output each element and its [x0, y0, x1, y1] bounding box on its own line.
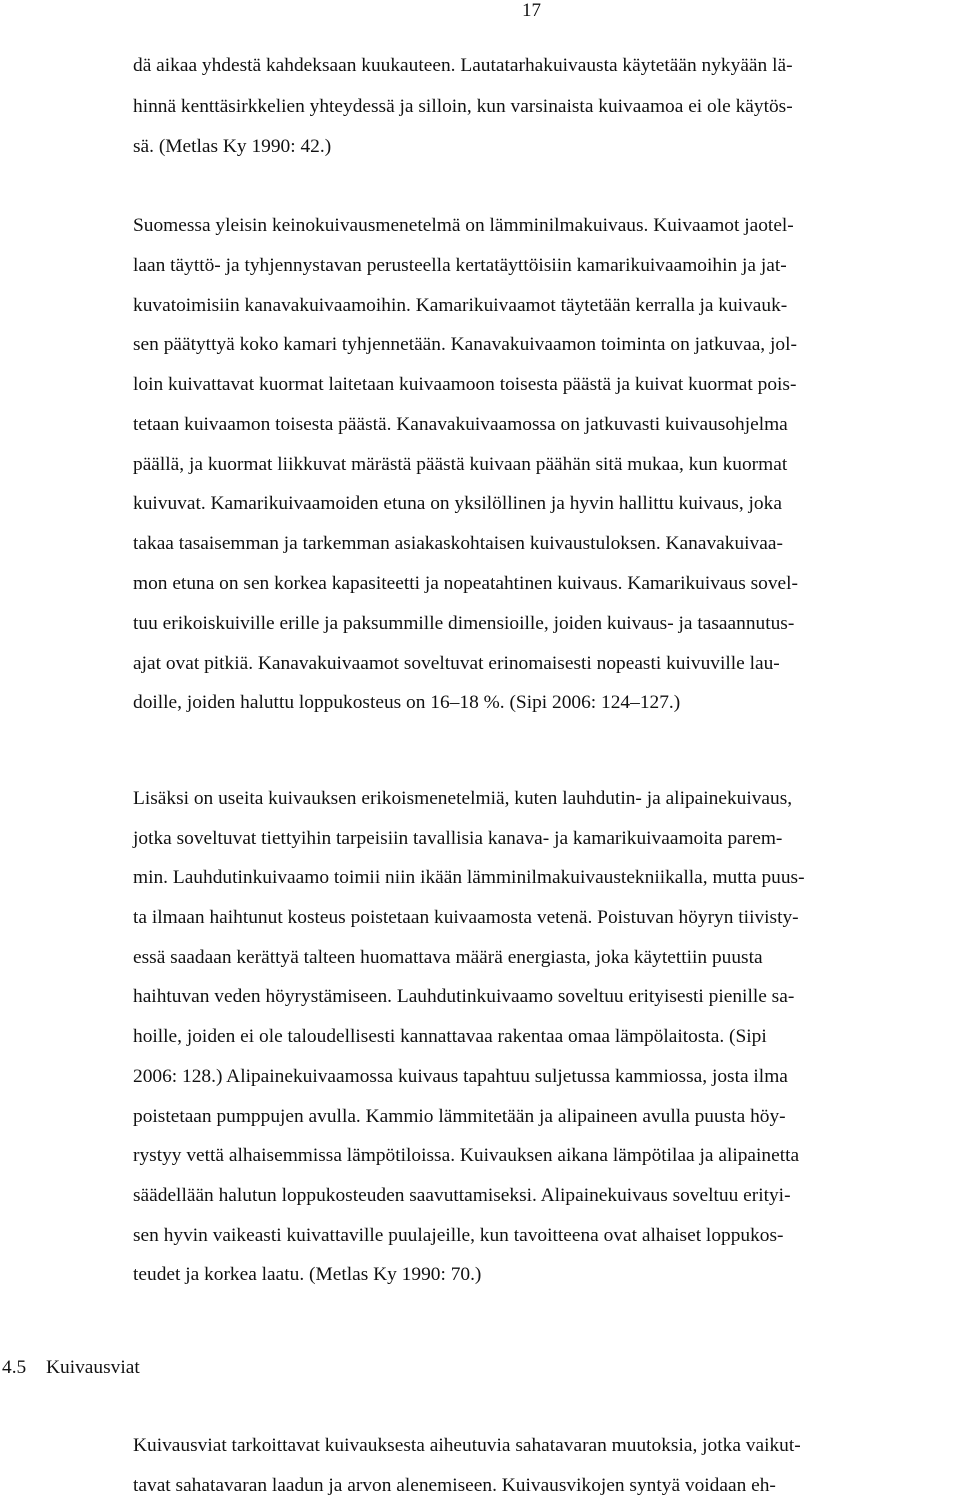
- text-line: dä aikaa yhdestä kahdeksaan kuukauteen. Lautatarhakuivausta käytetään nykyään lä-: [133, 55, 793, 76]
- text-line: haihtuvan veden höyrystämiseen. Lauhdutinkuivaamo soveltuu erityisesti pienille sa-: [133, 986, 795, 1007]
- text-line: takaa tasaisemman ja tarkemman asiakaskohtaisen kuivaustuloksen. Kanavakuivaa-: [133, 533, 783, 554]
- text-line: mon etuna on sen korkea kapasiteetti ja nopeatahtinen kuivaus. Kamarikuivaus sovel-: [133, 573, 799, 594]
- text-line: hinnä kenttäsirkkelien yhteydessä ja silloin, kun varsinaista kuivaamoa ei ole käytös-: [133, 96, 793, 117]
- text-line: hoille, joiden ei ole taloudellisesti kannattavaa rakentaa omaa lämpölaitosta. (Sipi: [133, 1026, 767, 1047]
- text-line: ajat ovat pitkiä. Kanavakuivaamot soveltuvat erinomaisesti nopeasti kuivuville lau-: [133, 653, 780, 674]
- section-number: 4.5: [2, 1357, 27, 1378]
- text-line: Kuivausviat tarkoittavat kuivauksesta aiheutuvia sahatavaran muutoksia, jotka vaikut-: [133, 1435, 801, 1456]
- section-heading: [2, 1356, 140, 1380]
- text-line: essä saadaan kerättyä talteen huomattava määrä energiasta, joka käytettiin puusta: [133, 947, 763, 968]
- text-line: tavat sahatavaran laadun ja arvon alenemiseen. Kuivausvikojen syntyä voidaan eh-: [133, 1475, 776, 1496]
- text-line: ta ilmaan haihtunut kosteus poistetaan kuivaamosta vetenä. Poistuvan höyryn tiivisty-: [133, 907, 799, 928]
- text-line: loin kuivattavat kuormat laitetaan kuivaamoon toisesta päästä ja kuivat kuormat pois-: [133, 374, 797, 395]
- text-line: sen päätyttyä koko kamari tyhjennetään. Kanavakuivaamon toiminta on jatkuvaa, jol-: [133, 334, 797, 355]
- text-line: 2006: 128.) Alipainekuivaamossa kuivaus tapahtuu suljetussa kammiossa, josta ilma: [133, 1066, 788, 1087]
- page-number: 17: [522, 0, 541, 21]
- text-line: säädellään halutun loppukosteuden saavuttamiseksi. Alipainekuivaus soveltuu erityi-: [133, 1185, 791, 1206]
- text-line: päällä, ja kuormat liikkuvat märästä päästä kuivaan päähän sitä mukaa, kun kuormat: [133, 454, 788, 475]
- text-line: min. Lauhdutinkuivaamo toimii niin ikään lämminilmakuivaustekniikalla, mutta puus-: [133, 867, 805, 888]
- text-line: Suomessa yleisin keinokuivausmenetelmä on lämminilmakuivaus. Kuivaamot jaotel-: [133, 215, 794, 236]
- section-title: Kuivausviat: [46, 1357, 140, 1378]
- text-line: doille, joiden haluttu loppukosteus on 16–18 %. (Sipi 2006: 124–127.): [133, 692, 681, 713]
- text-line: sen hyvin vaikeasti kuivattaville puulajeille, kun tavoitteena ovat alhaiset loppukos-: [133, 1225, 784, 1246]
- text-line: teudet ja korkea laatu. (Metlas Ky 1990: 70.): [133, 1264, 482, 1285]
- text-line: tetaan kuivaamon toisesta päästä. Kanavakuivaamossa on jatkuvasti kuivausohjelma: [133, 414, 788, 435]
- text-line: rystyy vettä alhaisemmissa lämpötiloissa. Kuivauksen aikana lämpötilaa ja alipainetta: [133, 1145, 800, 1166]
- text-line: Lisäksi on useita kuivauksen erikoismenetelmiä, kuten lauhdutin- ja alipainekuivaus,: [133, 788, 793, 809]
- text-line: kuivuvat. Kamarikuivaamoiden etuna on yksilöllinen ja hyvin hallittu kuivaus, joka: [133, 493, 782, 514]
- text-line: jotka soveltuvat tiettyihin tarpeisiin tavallisia kanava- ja kamarikuivaamoita parem-: [133, 828, 783, 849]
- text-line: poistetaan pumppujen avulla. Kammio lämmitetään ja alipaineen avulla puusta höy-: [133, 1106, 786, 1127]
- text-line: laan täyttö- ja tyhjennystavan perusteella kertatäyttöisiin kamarikuivaamoihin ja jat-: [133, 255, 787, 276]
- text-line: kuvatoimisiin kanavakuivaamoihin. Kamarikuivaamot täytetään kerralla ja kuivauk-: [133, 295, 788, 316]
- text-line: sä. (Metlas Ky 1990: 42.): [133, 136, 332, 157]
- text-line: tuu erikoiskuiville erille ja paksummille dimensioille, joiden kuivaus- ja tasaannutus-: [133, 613, 795, 634]
